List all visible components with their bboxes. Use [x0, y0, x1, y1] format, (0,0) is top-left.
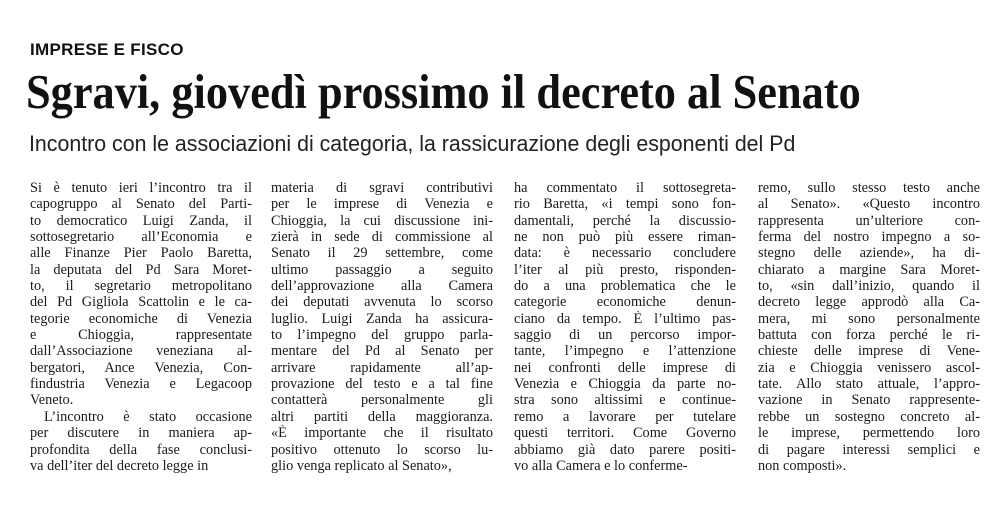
article-text-line: dei deputati avvenuta lo scorso	[271, 294, 493, 311]
article-text-line: ha commentato il sottosegreta-	[514, 180, 736, 196]
article-text-line: capogruppo al Senato del Parti-	[30, 196, 252, 213]
article-text-line: categorie economiche denun-	[514, 294, 736, 311]
article-text-line: l’iter al più presto, risponden-	[514, 261, 736, 278]
article-text-line: altri partiti della maggioranza.	[271, 408, 493, 425]
article-text-line: Chioggia, la cui discussione ini-	[271, 212, 493, 229]
article-text-line: L’incontro è stato occasione	[44, 408, 252, 425]
article-text-line: arrivare rapidamente all’ap-	[271, 359, 493, 376]
article-text-line: Si è tenuto ieri l’incontro tra il	[30, 180, 252, 196]
article-text-line: tate. Allo stato attuale, l’appro-	[758, 376, 980, 393]
article-text-line: del Pd Gigliola Scattolin e le ca-	[30, 294, 252, 311]
article-text-line: va dell’iter del decreto legge in	[30, 457, 209, 474]
article-text-line: decreto legge approdò alla Ca-	[758, 294, 980, 311]
article-text-line: stegno delle aziende», ha di-	[758, 245, 980, 262]
article-text-line: glio venga replicato al Senato»,	[271, 457, 452, 474]
article-text-line: le imprese, permettendo loro	[758, 425, 980, 442]
article-text-line: positivo ottenuto lo scorso lu-	[271, 441, 493, 458]
article-text-line: tante, l’impegno e l’attenzione	[514, 343, 736, 360]
article-text-line: «È importante che il risultato	[271, 425, 493, 442]
article-text-line: chieste delle imprese di Vene-	[758, 343, 980, 360]
article-text-line: nei confronti delle imprese di	[514, 359, 736, 376]
article-text-line: alle Finanze Pier Paolo Baretta,	[30, 245, 252, 262]
article-text-line: contatterà personalmente gli	[271, 392, 493, 409]
article-text-line: bergatori, Ance Venezia, Con-	[30, 359, 252, 376]
article-text-line: vazione in Senato rappresente-	[758, 392, 980, 409]
article-text-line: dall’Associazione veneziana al-	[30, 343, 252, 360]
article-text-line: mera, mi sono personalmente	[758, 310, 980, 327]
article-column-2	[271, 180, 493, 474]
article-text-line: al Senato». «Questo incontro	[758, 196, 980, 213]
article-column-3	[514, 180, 736, 474]
article-text-line: remo a lavorare per tutelare	[514, 408, 736, 425]
article-text-line: ciano da tempo. È l’ultimo pas-	[514, 310, 736, 327]
article-subheadline: Incontro con le associazioni di categoria, la rassicurazione degli esponenti del Pd	[29, 131, 796, 156]
section-kicker: IMPRESE E FISCO	[30, 40, 184, 59]
article-text-line: data: è necessario concludere	[514, 245, 736, 262]
article-text-line: luglio. Luigi Zanda ha assicura-	[271, 310, 493, 327]
article-text-line: e Chioggia, rappresentate	[30, 327, 252, 344]
article-column-4	[758, 180, 980, 474]
article-text-line: to, il segretario metropolitano	[30, 278, 252, 295]
article-text-line: Venezia e Chioggia da parte no-	[514, 376, 736, 393]
article-text-line: zierà in sede di commissione al	[271, 229, 493, 246]
article-text-line: to l’impegno del gruppo parla-	[271, 327, 493, 344]
article-text-line: rebbe un sostegno concreto al-	[758, 408, 980, 425]
article-text-line: ne non può più essere riman-	[514, 229, 736, 246]
article-text-line: to, «sin dall’inizio, quando il	[758, 278, 980, 295]
article-text-line: vo alla Camera e lo conferme-	[514, 457, 688, 474]
article-text-line: ferma del nostro impegno a so-	[758, 229, 980, 246]
article-text-line: mentare del Pd al Senato per	[271, 343, 493, 360]
article-text-line: questi territori. Come Governo	[514, 425, 736, 442]
article-text-line: materia di sgravi contributivi	[271, 180, 493, 196]
article-text-line: per discutere in maniera ap-	[30, 425, 252, 442]
article-column-1	[30, 180, 252, 474]
article-text-line: chiarato a margine Sara Moret-	[758, 261, 980, 278]
article-text-line: do a una problematica che le	[514, 278, 736, 295]
article-text-line: la deputata del Pd Sara Moret-	[30, 261, 252, 278]
article-text-line: per le imprese di Venezia e	[271, 196, 493, 213]
article-text-line: di pagare interessi semplici e	[758, 441, 980, 458]
article-text-line: non composti».	[758, 457, 847, 474]
article-text-line: remo, sullo stesso testo anche	[758, 180, 980, 196]
article-text-line: zia e Chioggia venissero ascol-	[758, 359, 980, 376]
article-text-line: profondita della fase conclusi-	[30, 441, 252, 458]
article-text-line: to democratico Luigi Zanda, il	[30, 212, 252, 229]
article-text-line: saggio di un percorso impor-	[514, 327, 736, 344]
article-text-line: rio Baretta, «i tempi sono fon-	[514, 196, 736, 213]
article-text-line: ultimo passaggio a seguito	[271, 261, 493, 278]
article-text-line: abbiamo già dato parere positi-	[514, 441, 736, 458]
article-text-line: sottosegretario all’Economia e	[30, 229, 252, 246]
article-text-line: Veneto.	[30, 392, 74, 409]
article-text-line: stra sono altissimi e continue-	[514, 392, 736, 409]
article-text-line: Senato il 29 settembre, come	[271, 245, 493, 262]
article-text-line: battuta con forza perché le ri-	[758, 327, 980, 344]
article-text-line: findustria Venezia e Legacoop	[30, 376, 252, 393]
article-text-line: dell’approvazione alla Camera	[271, 278, 493, 295]
article-text-line: rappresenta un’ulteriore con-	[758, 212, 980, 229]
article-headline: Sgravi, giovedì prossimo il decreto al Senato	[26, 64, 861, 119]
article-text-line: tegorie economiche di Venezia	[30, 310, 252, 327]
article-text-line: damentali, perché la discussio-	[514, 212, 736, 229]
article-text-line: provazione del testo e a tal fine	[271, 376, 493, 393]
